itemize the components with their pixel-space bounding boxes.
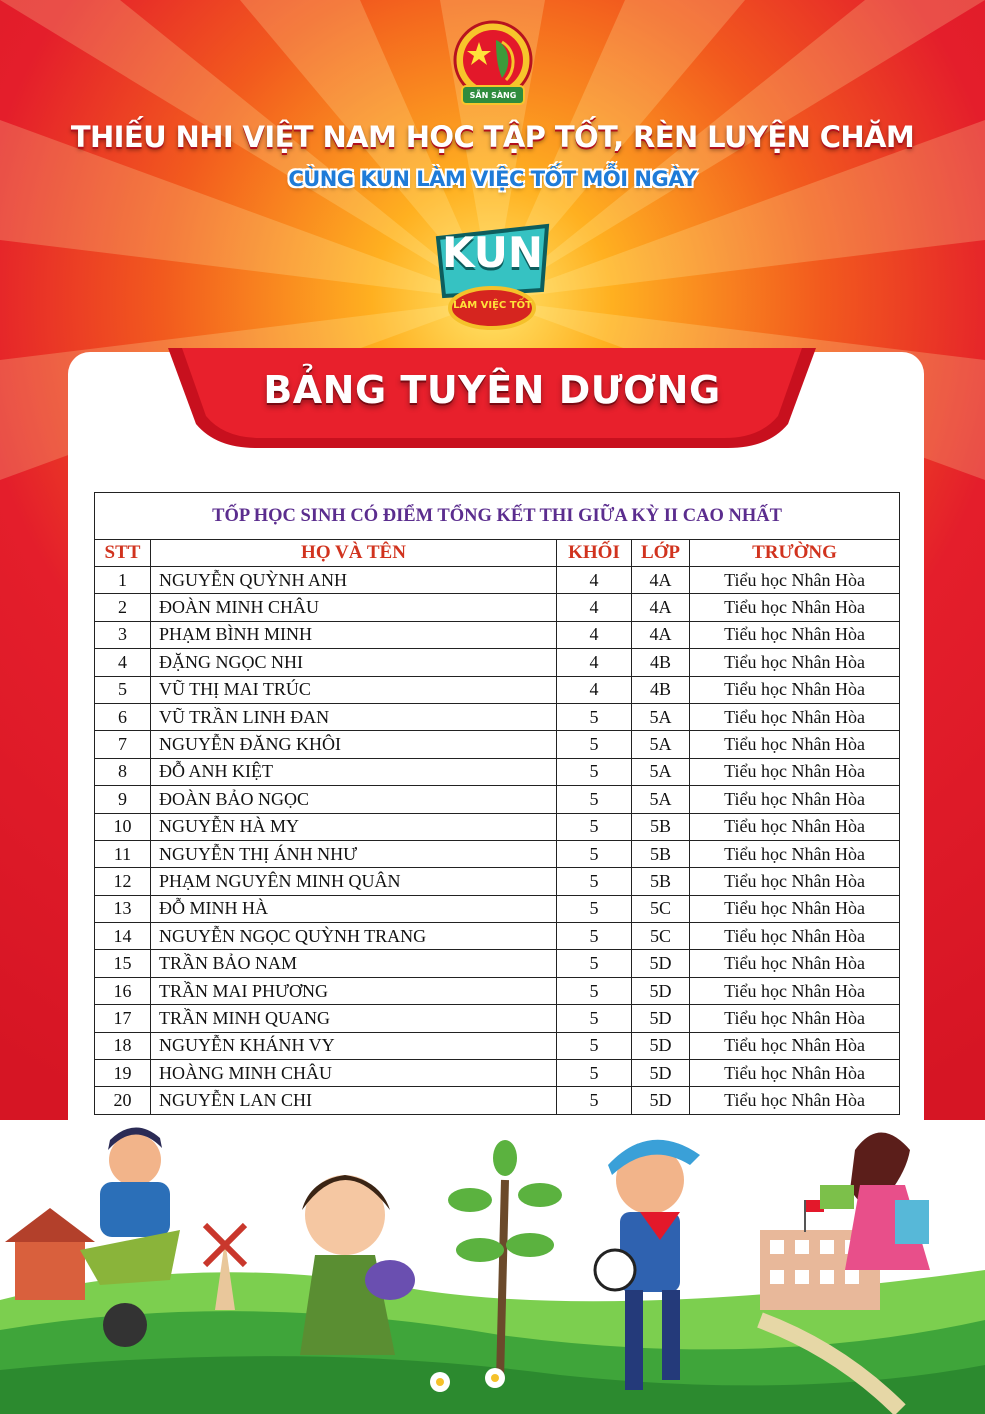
row-stt: 14 <box>95 923 151 950</box>
row-truong: Tiểu học Nhân Hòa <box>690 731 900 758</box>
slogan-line-2: CÙNG KUN LÀM VIỆC TỐT MỖI NGÀY <box>288 167 697 191</box>
table-row <box>95 758 900 785</box>
row-truong: Tiểu học Nhân Hòa <box>690 1005 900 1032</box>
table-row <box>95 977 900 1004</box>
row-truong: Tiểu học Nhân Hòa <box>690 594 900 621</box>
row-lop: 5A <box>632 731 690 758</box>
kun-logo-text: KUN <box>441 228 544 277</box>
row-lop: 5D <box>632 1005 690 1032</box>
row-name: NGUYỄN ĐĂNG KHÔI <box>151 731 557 758</box>
row-stt: 19 <box>95 1060 151 1087</box>
row-truong: Tiểu học Nhân Hòa <box>690 567 900 594</box>
row-name: VŨ TRẦN LINH ĐAN <box>151 703 557 730</box>
table-row <box>95 1032 900 1059</box>
row-stt: 13 <box>95 895 151 922</box>
row-lop: 5C <box>632 923 690 950</box>
row-lop: 4A <box>632 621 690 648</box>
row-truong: Tiểu học Nhân Hòa <box>690 758 900 785</box>
row-stt: 10 <box>95 813 151 840</box>
row-khoi: 4 <box>557 676 632 703</box>
row-khoi: 5 <box>557 1032 632 1059</box>
row-truong: Tiểu học Nhân Hòa <box>690 895 900 922</box>
row-stt: 11 <box>95 840 151 867</box>
row-khoi: 5 <box>557 950 632 977</box>
row-name: ĐOÀN BẢO NGỌC <box>151 786 557 813</box>
row-stt: 17 <box>95 1005 151 1032</box>
table-row <box>95 895 900 922</box>
table-row <box>95 1087 900 1114</box>
row-khoi: 5 <box>557 813 632 840</box>
row-khoi: 5 <box>557 758 632 785</box>
kun-logo-subtext: LÀM VIỆC TỐT <box>453 300 532 311</box>
row-stt: 5 <box>95 676 151 703</box>
row-khoi: 5 <box>557 895 632 922</box>
row-lop: 5B <box>632 840 690 867</box>
row-truong: Tiểu học Nhân Hòa <box>690 676 900 703</box>
row-truong: Tiểu học Nhân Hòa <box>690 1060 900 1087</box>
header-khoi: KHỐI <box>557 540 632 567</box>
row-stt: 16 <box>95 977 151 1004</box>
row-khoi: 4 <box>557 594 632 621</box>
row-khoi: 5 <box>557 703 632 730</box>
row-truong: Tiểu học Nhân Hòa <box>690 649 900 676</box>
row-name: VŨ THỊ MAI TRÚC <box>151 676 557 703</box>
header-stt: STT <box>95 540 151 567</box>
row-khoi: 5 <box>557 731 632 758</box>
row-lop: 5A <box>632 703 690 730</box>
row-lop: 4B <box>632 676 690 703</box>
table-row <box>95 703 900 730</box>
row-khoi: 5 <box>557 868 632 895</box>
badge-label: SẴN SÀNG <box>469 91 517 100</box>
row-stt: 3 <box>95 621 151 648</box>
row-khoi: 5 <box>557 977 632 1004</box>
row-name: PHẠM NGUYÊN MINH QUÂN <box>151 868 557 895</box>
row-lop: 5D <box>632 1032 690 1059</box>
slogan-line-1: THIẾU NHI VIỆT NAM HỌC TẬP TỐT, RÈN LUYỆN CHĂM <box>70 120 915 154</box>
table-row <box>95 567 900 594</box>
row-khoi: 4 <box>557 567 632 594</box>
row-stt: 12 <box>95 868 151 895</box>
row-stt: 4 <box>95 649 151 676</box>
row-name: ĐẶNG NGỌC NHI <box>151 649 557 676</box>
table-row <box>95 676 900 703</box>
row-truong: Tiểu học Nhân Hòa <box>690 813 900 840</box>
row-khoi: 5 <box>557 840 632 867</box>
table-row <box>95 840 900 867</box>
row-name: NGUYỄN THỊ ÁNH NHƯ <box>151 840 557 867</box>
banner-title: BẢNG TUYÊN DƯƠNG <box>263 368 721 412</box>
row-lop: 5A <box>632 758 690 785</box>
row-truong: Tiểu học Nhân Hòa <box>690 977 900 1004</box>
table-row <box>95 1060 900 1087</box>
row-name: HOÀNG MINH CHÂU <box>151 1060 557 1087</box>
table-row <box>95 649 900 676</box>
row-khoi: 4 <box>557 621 632 648</box>
row-truong: Tiểu học Nhân Hòa <box>690 840 900 867</box>
header-name: HỌ VÀ TÊN <box>151 540 557 567</box>
row-khoi: 5 <box>557 1060 632 1087</box>
row-lop: 4A <box>632 567 690 594</box>
row-stt: 18 <box>95 1032 151 1059</box>
row-lop: 5B <box>632 813 690 840</box>
header-truong: TRƯỜNG <box>690 540 900 567</box>
row-truong: Tiểu học Nhân Hòa <box>690 923 900 950</box>
table-row <box>95 621 900 648</box>
row-lop: 5A <box>632 786 690 813</box>
row-lop: 5D <box>632 950 690 977</box>
table-row <box>95 950 900 977</box>
row-khoi: 5 <box>557 786 632 813</box>
row-stt: 2 <box>95 594 151 621</box>
row-name: PHẠM BÌNH MINH <box>151 621 557 648</box>
row-lop: 4A <box>632 594 690 621</box>
row-stt: 1 <box>95 567 151 594</box>
row-lop: 5D <box>632 977 690 1004</box>
row-lop: 4B <box>632 649 690 676</box>
row-name: NGUYỄN NGỌC QUỲNH TRANG <box>151 923 557 950</box>
table-row <box>95 923 900 950</box>
row-lop: 5D <box>632 1087 690 1114</box>
honor-table-container <box>94 492 899 1115</box>
row-lop: 5B <box>632 868 690 895</box>
table-caption: TỐP HỌC SINH CÓ ĐIỂM TỔNG KẾT THI GIỮA KỲ II CAO NHẤT <box>95 493 900 540</box>
table-row <box>95 1005 900 1032</box>
row-name: TRẦN MINH QUANG <box>151 1005 557 1032</box>
row-truong: Tiểu học Nhân Hòa <box>690 950 900 977</box>
row-khoi: 4 <box>557 649 632 676</box>
row-stt: 6 <box>95 703 151 730</box>
row-name: ĐOÀN MINH CHÂU <box>151 594 557 621</box>
row-stt: 15 <box>95 950 151 977</box>
header-lop: LỚP <box>632 540 690 567</box>
table-row <box>95 731 900 758</box>
table-row <box>95 813 900 840</box>
table-row <box>95 594 900 621</box>
row-stt: 20 <box>95 1087 151 1114</box>
row-truong: Tiểu học Nhân Hòa <box>690 1087 900 1114</box>
row-truong: Tiểu học Nhân Hòa <box>690 621 900 648</box>
row-name: TRẦN BẢO NAM <box>151 950 557 977</box>
row-truong: Tiểu học Nhân Hòa <box>690 868 900 895</box>
row-truong: Tiểu học Nhân Hòa <box>690 703 900 730</box>
row-stt: 9 <box>95 786 151 813</box>
table-row <box>95 868 900 895</box>
row-name: ĐỖ ANH KIỆT <box>151 758 557 785</box>
row-name: NGUYỄN LAN CHI <box>151 1087 557 1114</box>
row-khoi: 5 <box>557 1005 632 1032</box>
row-name: NGUYỄN QUỲNH ANH <box>151 567 557 594</box>
row-khoi: 5 <box>557 923 632 950</box>
row-lop: 5D <box>632 1060 690 1087</box>
row-stt: 7 <box>95 731 151 758</box>
table-caption-row <box>95 493 900 540</box>
row-name: NGUYỄN KHÁNH VY <box>151 1032 557 1059</box>
row-khoi: 5 <box>557 1087 632 1114</box>
table-header-row <box>95 540 900 567</box>
illustration-scene <box>0 1120 985 1414</box>
row-lop: 5C <box>632 895 690 922</box>
row-truong: Tiểu học Nhân Hòa <box>690 786 900 813</box>
row-stt: 8 <box>95 758 151 785</box>
table-row <box>95 786 900 813</box>
row-name: TRẦN MAI PHƯƠNG <box>151 977 557 1004</box>
row-name: ĐỖ MINH HÀ <box>151 895 557 922</box>
honor-table <box>94 492 900 1115</box>
row-truong: Tiểu học Nhân Hòa <box>690 1032 900 1059</box>
row-name: NGUYỄN HÀ MY <box>151 813 557 840</box>
